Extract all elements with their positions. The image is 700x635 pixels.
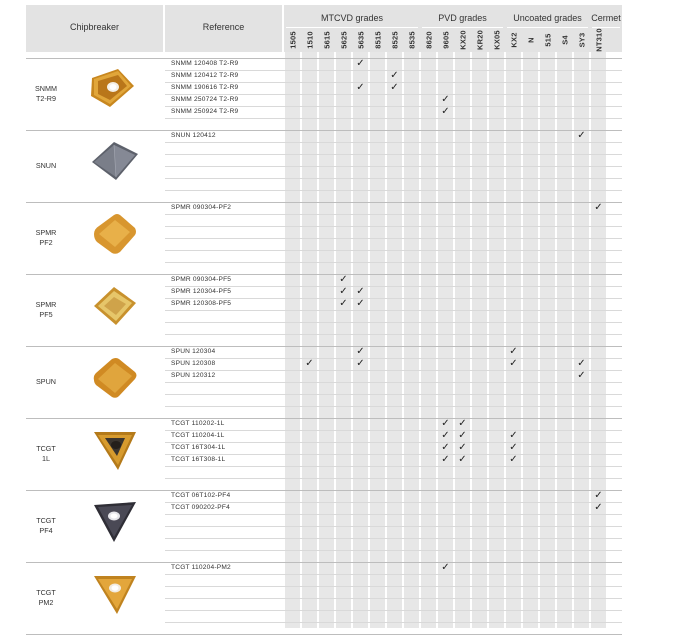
grade-check-mark: ✓ [441, 454, 450, 465]
reference-code: SNMM 190616 T2-R9 [171, 84, 239, 91]
grade-column-kr20 [472, 52, 487, 628]
grade-column-5635 [353, 52, 368, 628]
grade-check-mark: ✓ [577, 358, 586, 369]
grade-check-mark: ✓ [509, 358, 518, 369]
reference-code: SNMM 120412 T2-R9 [171, 72, 239, 79]
reference-code: SPMR 090304-PF5 [171, 276, 232, 283]
chipbreaker-label-line: TCGT [36, 444, 56, 453]
grade-header-5625 [335, 28, 352, 52]
snun-insert-image [90, 140, 140, 182]
grade-column-kx05 [489, 52, 504, 628]
header-group-pvd: PVD grades [438, 13, 487, 23]
reference-code: SPUN 120312 [171, 372, 216, 379]
grade-header-label: 1510 [305, 31, 314, 49]
row-divider [165, 598, 622, 599]
row-divider [165, 250, 622, 251]
row-divider [165, 118, 622, 119]
row-divider [165, 526, 622, 527]
grade-header-label: KX05 [492, 30, 501, 50]
grade-header-8535 [403, 28, 420, 52]
chipbreaker-label-line: SPMR [35, 300, 57, 309]
grade-check-mark: ✓ [458, 442, 467, 453]
grade-header-n [522, 28, 539, 52]
reference-code: TCGT 110204-PM2 [171, 564, 231, 571]
grade-column-8535 [404, 52, 419, 628]
grade-header-label: 8515 [373, 31, 382, 49]
grade-check-mark: ✓ [339, 274, 348, 285]
grade-check-mark: ✓ [305, 358, 314, 369]
row-divider [165, 514, 622, 515]
grade-check-mark: ✓ [390, 82, 399, 93]
grade-header-8620 [420, 28, 437, 52]
reference-code: SNMM 250924 T2-R9 [171, 108, 239, 115]
reference-code: SPMR 090304-PF2 [171, 204, 232, 211]
section-divider [26, 58, 622, 59]
grade-header-5635 [352, 28, 369, 52]
grade-header-kx20 [454, 28, 471, 52]
spmr-pf2-insert-image [90, 212, 140, 256]
grade-check-mark: ✓ [339, 298, 348, 309]
row-divider [165, 586, 622, 587]
grade-header-1505 [284, 28, 301, 52]
chipbreaker-label [26, 161, 66, 171]
reference-code: SPUN 120304 [171, 348, 216, 355]
chipbreaker-label-line: SNMM [35, 84, 57, 93]
chipbreaker-label [26, 516, 66, 536]
grade-header-s4 [556, 28, 573, 52]
grade-check-mark: ✓ [356, 58, 365, 69]
grade-header-label: KR20 [475, 30, 484, 50]
grade-header-label: 8535 [407, 31, 416, 49]
grade-header-label: 515 [543, 33, 552, 47]
chipbreaker-label-line: 1L [42, 454, 50, 463]
grade-check-mark: ✓ [594, 490, 603, 501]
grade-check-mark: ✓ [390, 70, 399, 81]
grade-header-kx05 [488, 28, 505, 52]
grade-check-mark: ✓ [441, 562, 450, 573]
row-divider [165, 550, 622, 551]
row-divider [165, 442, 622, 443]
chipbreaker-label [26, 300, 66, 320]
grade-column-nt310 [591, 52, 606, 628]
section-divider [26, 130, 622, 131]
grade-check-mark: ✓ [458, 430, 467, 441]
grade-check-mark: ✓ [356, 286, 365, 297]
grade-header-8525 [386, 28, 403, 52]
grade-check-mark: ✓ [509, 442, 518, 453]
section-divider [26, 418, 622, 419]
reference-code: SNUN 120412 [171, 132, 216, 139]
grade-check-mark: ✓ [441, 418, 450, 429]
grade-check-mark: ✓ [441, 106, 450, 117]
grade-column-1505 [285, 52, 300, 628]
snmm-insert-image [88, 66, 138, 110]
grade-check-mark: ✓ [356, 358, 365, 369]
chipbreaker-label [26, 444, 66, 464]
grade-header-label: KX2 [509, 32, 518, 48]
grade-header-label: 9605 [441, 31, 450, 49]
row-divider [165, 286, 622, 287]
grade-check-mark: ✓ [441, 94, 450, 105]
grade-column-kx20 [455, 52, 470, 628]
grade-column-n [523, 52, 538, 628]
row-divider [165, 142, 622, 143]
grade-header-kr20 [471, 28, 488, 52]
grade-column-1510 [302, 52, 317, 628]
grade-header-label: 5635 [356, 31, 365, 49]
reference-code: SPMR 120304-PF5 [171, 288, 232, 295]
row-divider [165, 430, 622, 431]
row-divider [165, 262, 622, 263]
reference-code: TCGT 090202-PF4 [171, 504, 230, 511]
grade-check-mark: ✓ [441, 430, 450, 441]
grade-column-5615 [319, 52, 334, 628]
reference-code: SPMR 120308-PF5 [171, 300, 232, 307]
chipbreaker-label-line: T2-R9 [36, 94, 56, 103]
grade-header-label: N [526, 37, 535, 43]
grade-check-mark: ✓ [356, 298, 365, 309]
chipbreaker-label [26, 588, 66, 608]
grade-check-mark: ✓ [458, 454, 467, 465]
grade-header-nt310 [590, 28, 607, 52]
chipbreaker-label-line: PF5 [39, 310, 53, 319]
grade-header-label: 5625 [339, 31, 348, 49]
tcgt-1l-insert-image [92, 428, 138, 472]
grade-header-8515 [369, 28, 386, 52]
section-divider [26, 274, 622, 275]
grade-header-label: 1505 [288, 31, 297, 49]
row-divider [165, 478, 622, 479]
reference-code: TCGT 110202-1L [171, 420, 225, 427]
grade-column-kx2 [506, 52, 521, 628]
grade-column-5625 [336, 52, 351, 628]
row-divider [165, 310, 622, 311]
grade-check-mark: ✓ [356, 346, 365, 357]
header-group-mtcvd: MTCVD grades [320, 13, 383, 23]
reference-code: TCGT 16T304-1L [171, 444, 226, 451]
row-divider [165, 370, 622, 371]
row-divider [165, 214, 622, 215]
chipbreaker-label-line: SPMR [35, 228, 57, 237]
grade-column-8620 [421, 52, 436, 628]
row-divider [165, 574, 622, 575]
row-divider [165, 622, 622, 623]
row-divider [165, 226, 622, 227]
grade-header-label: 8620 [424, 31, 433, 49]
row-divider [165, 94, 622, 95]
spmr-pf5-insert-image [90, 284, 140, 328]
grade-column-9605 [438, 52, 453, 628]
grade-column-s4 [557, 52, 572, 628]
row-divider [165, 166, 622, 167]
grade-check-mark: ✓ [509, 346, 518, 357]
row-divider [165, 106, 622, 107]
header-group-uncoated: Uncoated grades [513, 13, 582, 23]
row-divider [165, 406, 622, 407]
row-divider [165, 454, 622, 455]
row-divider [165, 322, 622, 323]
grade-check-mark: ✓ [577, 130, 586, 141]
grade-header-label: SY3 [577, 32, 586, 48]
grade-check-mark: ✓ [577, 370, 586, 381]
reference-code: SNMM 250724 T2-R9 [171, 96, 239, 103]
section-divider [26, 202, 622, 203]
grade-header-label: NT310 [594, 28, 603, 52]
chipbreaker-label [26, 228, 66, 248]
row-divider [165, 394, 622, 395]
grade-header-5615 [318, 28, 335, 52]
row-divider [165, 466, 622, 467]
chipbreaker-label-line: SPUN [36, 377, 56, 386]
reference-code: SPUN 120308 [171, 360, 216, 367]
row-divider [165, 190, 622, 191]
grade-check-mark: ✓ [458, 418, 467, 429]
grade-column-8515 [370, 52, 385, 628]
tcgt-pf4-insert-image [92, 500, 138, 544]
grade-column-515 [540, 52, 555, 628]
grade-header-label: S4 [560, 35, 569, 45]
chipbreaker-label-line: TCGT [36, 516, 56, 525]
section-divider [26, 490, 622, 491]
spun-insert-image [90, 356, 140, 400]
chipbreaker-label-line: TCGT [36, 588, 56, 597]
grade-check-mark: ✓ [594, 502, 603, 513]
grade-header-515 [539, 28, 556, 52]
row-divider [165, 298, 622, 299]
section-divider [26, 562, 622, 563]
grade-header-sy3 [573, 28, 590, 52]
grade-check-mark: ✓ [509, 430, 518, 441]
grade-header-label: 5615 [322, 31, 331, 49]
reference-code: TCGT 16T308-1L [171, 456, 226, 463]
chipbreaker-label-line: PF2 [39, 238, 53, 247]
row-divider [165, 538, 622, 539]
row-divider [165, 382, 622, 383]
grade-check-mark: ✓ [441, 442, 450, 453]
row-divider [165, 502, 622, 503]
grade-check-mark: ✓ [356, 82, 365, 93]
grade-check-mark: ✓ [594, 202, 603, 213]
chipbreaker-label [26, 84, 66, 104]
grade-check-mark: ✓ [509, 454, 518, 465]
chipbreaker-label-line: PF4 [39, 526, 53, 535]
row-divider [165, 178, 622, 179]
tcgt-pm2-insert-image [92, 572, 138, 616]
grade-header-1510 [301, 28, 318, 52]
row-divider [165, 610, 622, 611]
chipbreaker-label-line: SNUN [35, 161, 57, 170]
reference-code: SNMM 120408 T2-R9 [171, 60, 239, 67]
grade-column-8525 [387, 52, 402, 628]
reference-code: TCGT 06T102-PF4 [171, 492, 231, 499]
chipbreaker-label-line: PM2 [38, 598, 54, 607]
section-divider [26, 346, 622, 347]
header-group-cermet: Cermet [591, 13, 621, 23]
header-chipbreaker-label: Chipbreaker [69, 22, 120, 32]
grade-header-label: KX20 [458, 30, 467, 50]
row-divider [165, 154, 622, 155]
row-divider [165, 238, 622, 239]
row-divider [165, 334, 622, 335]
grade-check-mark: ✓ [339, 286, 348, 297]
chipbreaker-label [26, 377, 66, 387]
header-reference-label: Reference [202, 22, 245, 32]
row-divider [165, 358, 622, 359]
reference-code: TCGT 110204-1L [171, 432, 225, 439]
grade-header-label: 8525 [390, 31, 399, 49]
grade-header-kx2 [505, 28, 522, 52]
grade-header-9605 [437, 28, 454, 52]
